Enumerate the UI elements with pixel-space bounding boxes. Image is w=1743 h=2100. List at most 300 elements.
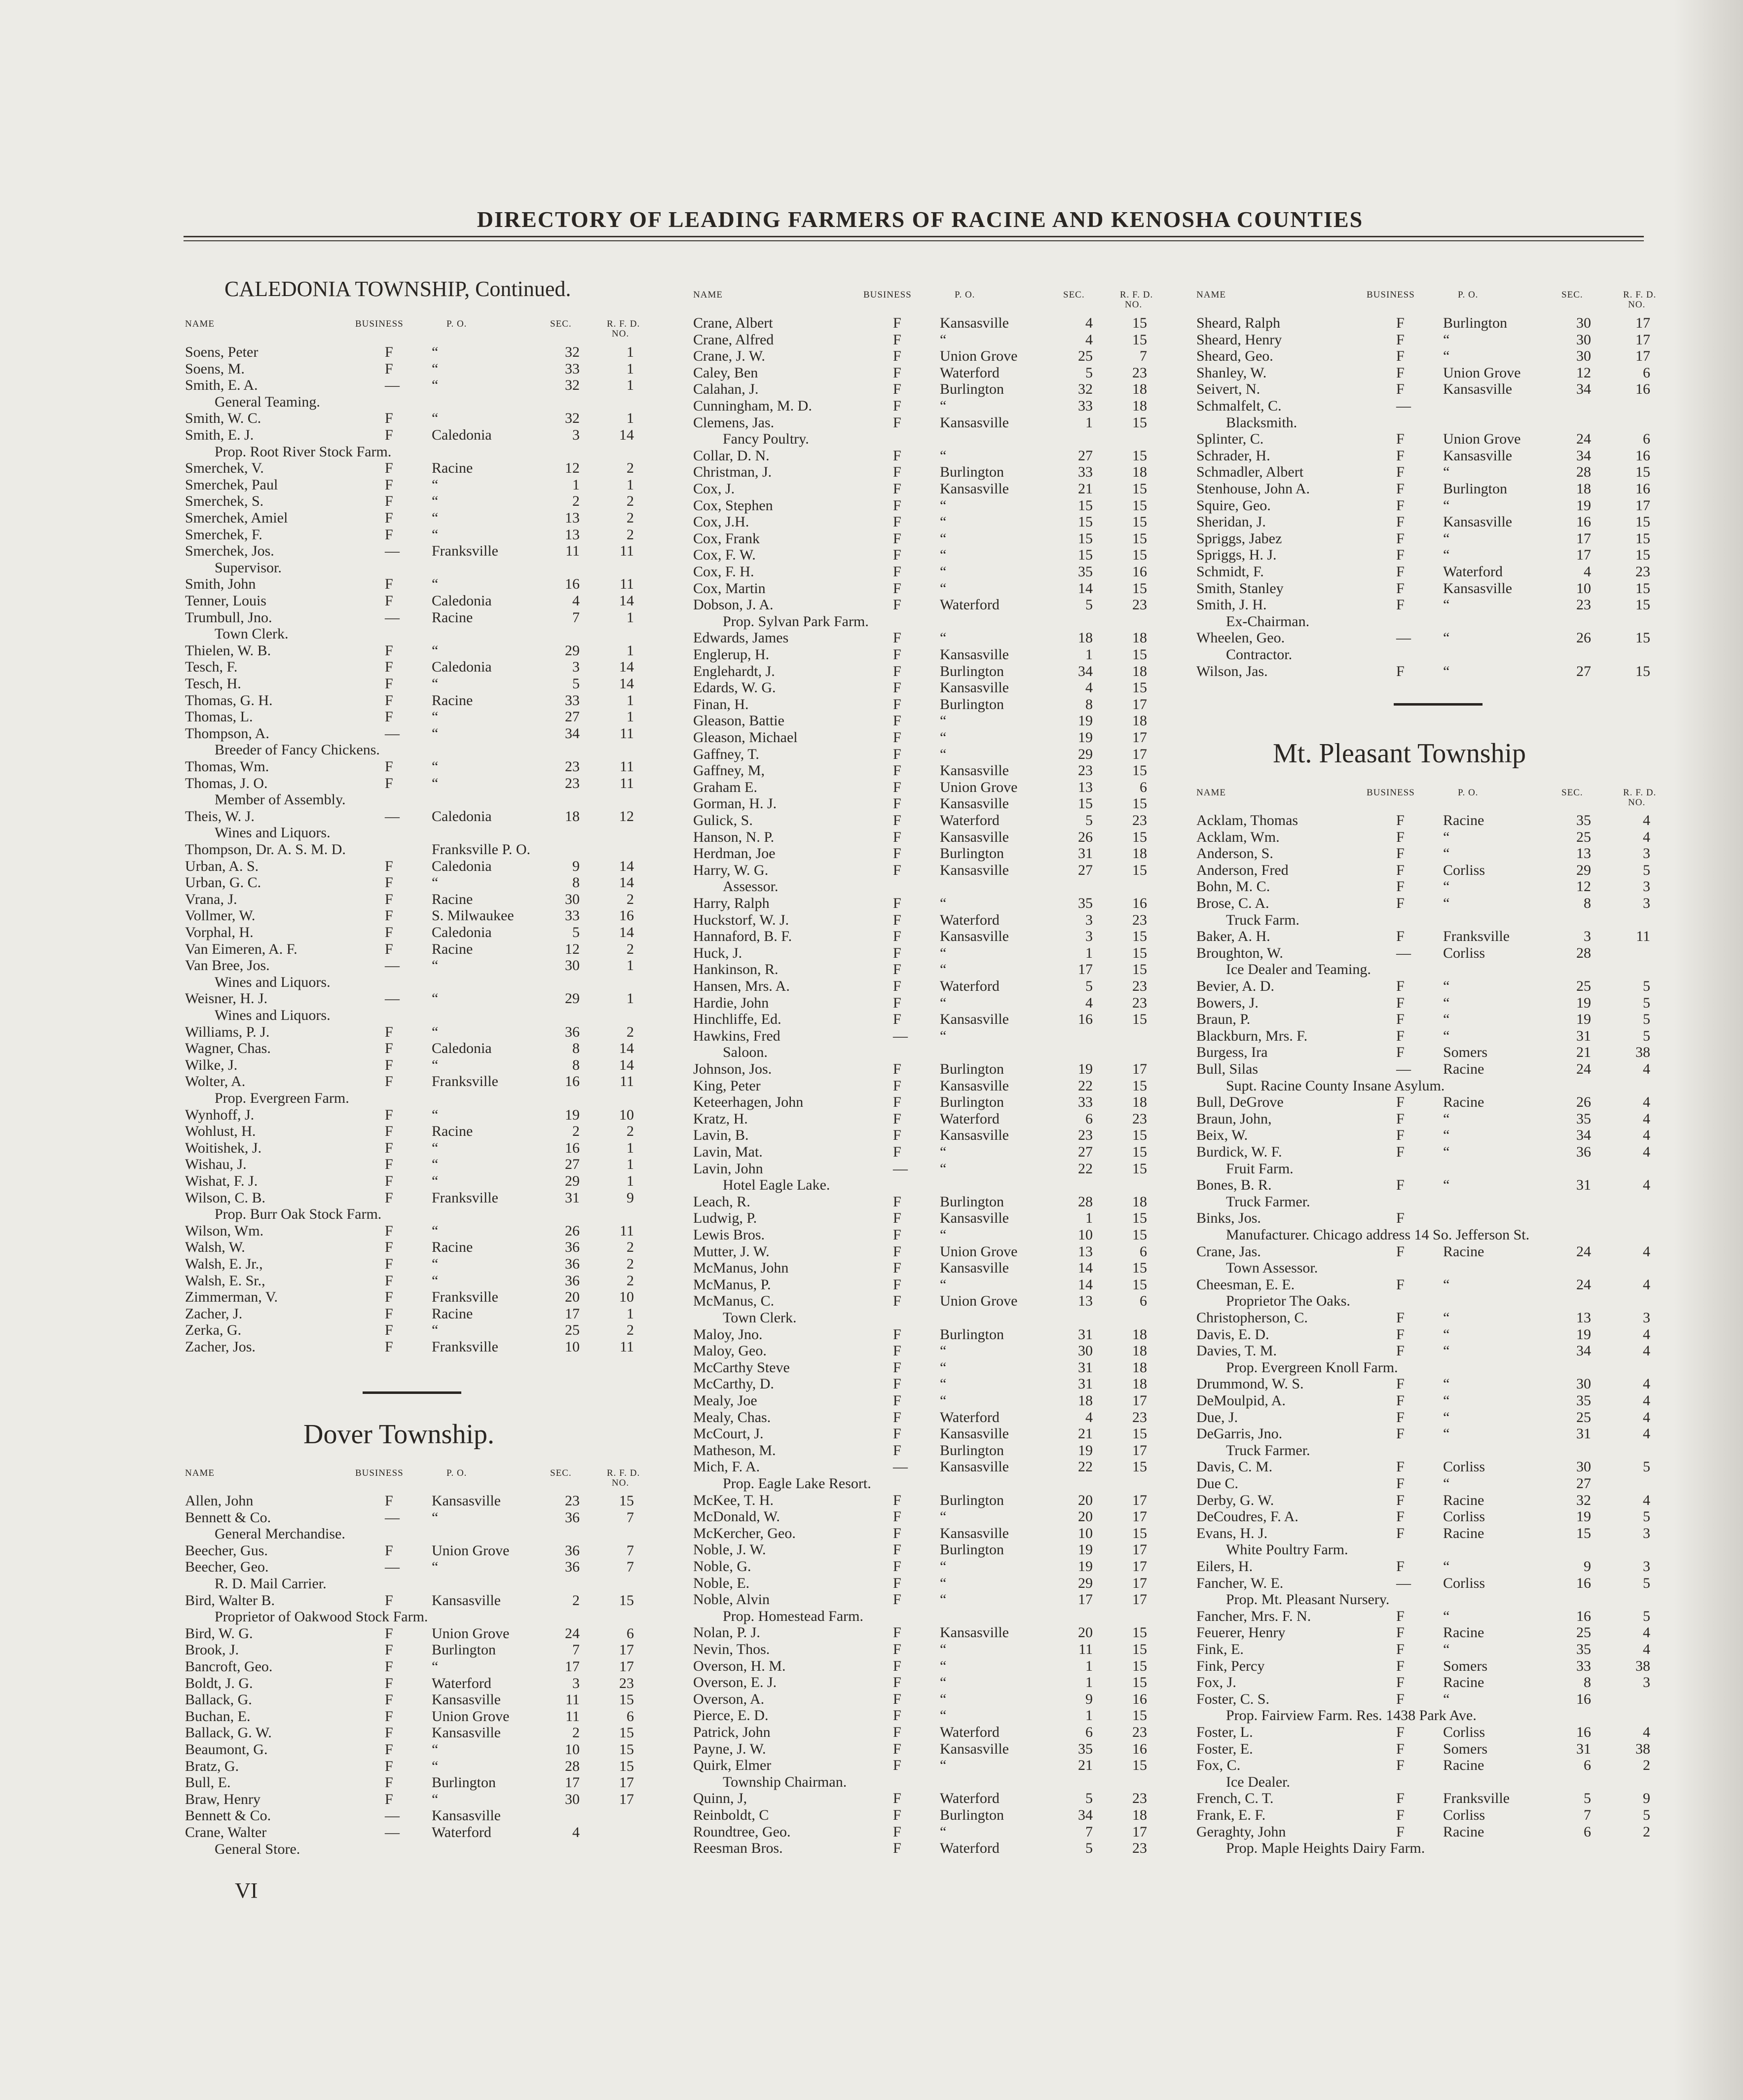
entry-business: F — [1396, 1508, 1405, 1525]
entry-rfd: 2 — [627, 1272, 634, 1289]
entry-name: Smith, John — [185, 576, 256, 593]
entry-section: 23 — [565, 775, 580, 791]
entry-rfd: 2 — [627, 460, 634, 477]
entry-rfd: 4 — [1643, 1641, 1650, 1657]
entry-name: Wilson, C. B. — [185, 1189, 265, 1206]
entry-name: Eilers, H. — [1196, 1558, 1253, 1575]
entry-section: 23 — [1078, 762, 1093, 779]
entry-rfd: 14 — [619, 675, 634, 692]
entry-post-office: Kansasville — [940, 828, 1009, 845]
entry-post-office: “ — [432, 1509, 439, 1526]
entry-post-office: “ — [432, 476, 439, 493]
entry-section: 5 — [1085, 1790, 1093, 1807]
entry-section: 32 — [565, 344, 580, 360]
directory-entry — [1196, 663, 1690, 680]
entry-rfd: 15 — [619, 1741, 634, 1758]
directory-entry — [693, 795, 1187, 812]
entry-section: 17 — [1576, 530, 1591, 547]
entry-rfd: 15 — [619, 1592, 634, 1609]
entry-business: F — [385, 1339, 393, 1355]
entry-section: 6 — [1584, 1757, 1591, 1774]
entry-note: Prop. Evergreen Knoll Farm. — [1226, 1359, 1398, 1376]
entry-rfd: 1 — [627, 476, 634, 493]
entry-name: Walsh, E. Jr., — [185, 1256, 263, 1272]
entry-post-office: Union Grove — [1443, 431, 1521, 448]
entry-post-office: “ — [940, 961, 947, 978]
entry-section: 13 — [1576, 1310, 1591, 1326]
entry-business: F — [385, 1073, 393, 1090]
entry-section: 22 — [1078, 1077, 1093, 1094]
entry-business: F — [893, 812, 901, 828]
entry-section: 9 — [1584, 1558, 1591, 1575]
entry-business: F — [893, 1807, 901, 1823]
directory-entry — [693, 332, 1187, 348]
entry-name: Thomas, Wm. — [185, 758, 269, 775]
entry-post-office: “ — [432, 576, 439, 593]
directory-entry — [185, 1592, 678, 1609]
entry-section: 34 — [1576, 447, 1591, 464]
entry-business: F — [893, 1260, 901, 1276]
entry-name: Beecher, Gus. — [185, 1542, 268, 1559]
entry-business: F — [1396, 1608, 1405, 1624]
entry-rfd: 15 — [1132, 1459, 1147, 1475]
entry-section: 28 — [565, 1758, 580, 1774]
entry-post-office: Burlington — [940, 1492, 1004, 1508]
entry-rfd: 15 — [1132, 928, 1147, 945]
directory-entry — [693, 1144, 1187, 1161]
entry-post-office: “ — [1443, 1310, 1450, 1326]
entry-post-office: Somers — [1443, 1740, 1487, 1757]
entry-rfd: 1 — [627, 377, 634, 394]
entry-post-office: Burlington — [1443, 315, 1508, 331]
entry-post-office: “ — [432, 377, 439, 394]
entry-section: 33 — [1078, 398, 1093, 414]
directory-entry — [185, 1824, 678, 1841]
entry-rfd: 23 — [619, 1675, 634, 1691]
directory-entry — [693, 1194, 1187, 1210]
entry-section: 15 — [1576, 1525, 1591, 1541]
entry-rfd: 14 — [619, 874, 634, 891]
entry-post-office: “ — [940, 398, 947, 414]
entry-post-office: Burlington — [940, 696, 1004, 712]
entry-rfd: 2 — [627, 510, 634, 526]
directory-entry — [1196, 1127, 1690, 1144]
entry-name: Cox, J. — [693, 481, 735, 497]
directory-entry — [1196, 878, 1690, 895]
entry-name: Williams, P. J. — [185, 1023, 270, 1040]
entry-post-office: Union Grove — [1443, 364, 1521, 381]
entry-post-office: Racine — [1443, 1757, 1484, 1774]
directory-entry — [693, 464, 1187, 481]
entry-business: F — [893, 1193, 901, 1210]
directory-entry — [185, 1223, 678, 1239]
directory-entry — [693, 1343, 1187, 1359]
directory-entry — [185, 1256, 678, 1273]
entry-business: F — [385, 1741, 393, 1758]
entry-name: Derby, G. W. — [1196, 1492, 1274, 1508]
entry-post-office: “ — [1443, 1343, 1450, 1359]
directory-entry — [693, 912, 1187, 929]
entry-rfd: 15 — [1132, 1144, 1147, 1160]
directory-entry — [1196, 1392, 1690, 1409]
entry-business: F — [385, 510, 393, 526]
directory-entry — [185, 427, 678, 444]
entry-business: F — [893, 481, 901, 497]
entry-rfd: 3 — [1643, 1558, 1650, 1575]
entry-section: 29 — [565, 1173, 580, 1189]
entry-name: Squire, Geo. — [1196, 497, 1271, 514]
entry-rfd: 15 — [1132, 1276, 1147, 1293]
entry-name: Cox, F. H. — [693, 563, 754, 580]
entry-business: F — [1396, 464, 1405, 481]
directory-entry — [1196, 1276, 1690, 1293]
entry-name: Urban, G. C. — [185, 874, 261, 891]
entry-rfd: 18 — [1132, 1807, 1147, 1823]
entry-business: F — [1396, 1807, 1405, 1823]
directory-entry — [693, 481, 1187, 497]
entry-rfd: 4 — [1643, 1061, 1650, 1077]
entry-post-office: “ — [940, 1591, 947, 1608]
directory-entry — [693, 1326, 1187, 1343]
directory-entry — [693, 812, 1187, 829]
entry-post-office: “ — [940, 530, 947, 547]
entry-note: Prop. Fairview Farm. Res. 1438 Park Ave. — [1226, 1707, 1477, 1724]
entry-section: 8 — [1085, 696, 1093, 712]
directory-entry — [1196, 1343, 1690, 1359]
entry-post-office: Franksville — [1443, 928, 1510, 945]
entry-business: F — [385, 1139, 393, 1156]
entry-note: Truck Farmer. — [1226, 1193, 1310, 1210]
entry-post-office: “ — [1443, 530, 1450, 547]
entry-section: 16 — [565, 1139, 580, 1156]
entry-name: Schmadler, Albert — [1196, 464, 1304, 481]
entry-post-office: “ — [432, 1106, 439, 1123]
entry-section: 14 — [1078, 1276, 1093, 1293]
directory-entry — [185, 1239, 678, 1256]
entry-name: Matheson, M. — [693, 1442, 776, 1459]
directory-entry — [693, 895, 1187, 912]
entry-rfd: 15 — [1132, 944, 1147, 961]
entry-business: — — [893, 1160, 908, 1177]
entry-post-office: Racine — [432, 609, 473, 626]
entry-rfd: 15 — [1132, 1227, 1147, 1243]
entry-name: Thomas, L. — [185, 709, 253, 725]
entry-rfd: 17 — [1132, 696, 1147, 712]
directory-entry — [1196, 1376, 1690, 1392]
entry-post-office: “ — [1443, 1276, 1450, 1293]
entry-business: F — [385, 360, 393, 377]
entry-post-office: Kansasville — [432, 1691, 501, 1708]
directory-entry — [693, 961, 1187, 978]
entry-name: Hinchliffe, Ed. — [693, 1011, 781, 1028]
entry-rfd: 23 — [1132, 1724, 1147, 1740]
entry-name: McKee, T. H. — [693, 1492, 774, 1508]
entry-business: F — [893, 762, 901, 779]
entry-name: Bowers, J. — [1196, 994, 1259, 1011]
directory-entry — [1196, 563, 1690, 580]
entry-rfd: 5 — [1643, 1608, 1650, 1624]
entry-name: Bull, DeGrove — [1196, 1094, 1284, 1111]
entry-name: Buchan, E. — [185, 1708, 251, 1725]
entry-name: McCarthy Steve — [693, 1359, 790, 1376]
entry-business: F — [1396, 580, 1405, 597]
entry-name: Burgess, Ira — [1196, 1044, 1268, 1061]
entry-rfd: 18 — [1132, 712, 1147, 729]
directory-entry — [693, 696, 1187, 713]
entry-rfd: 15 — [1635, 630, 1650, 646]
entry-name: Bones, B. R. — [1196, 1177, 1272, 1194]
entry-business: F — [1396, 597, 1405, 613]
entry-name: DeGarris, Jno. — [1196, 1425, 1283, 1442]
entry-business: F — [1396, 563, 1405, 580]
entry-name: Drummond, W. S. — [1196, 1376, 1304, 1392]
entry-name: Wynhoff, J. — [185, 1106, 255, 1123]
entry-section: 20 — [1078, 1492, 1093, 1508]
entry-post-office: “ — [432, 775, 439, 791]
entry-business: F — [385, 576, 393, 593]
entry-business: F — [385, 874, 393, 891]
directory-entry — [1196, 1011, 1690, 1028]
entry-name: Caley, Ben — [693, 364, 758, 381]
entry-rfd: 17 — [1132, 746, 1147, 762]
directory-entry — [185, 891, 678, 908]
directory-entry — [693, 497, 1187, 514]
entry-name: Baker, A. H. — [1196, 928, 1270, 945]
entry-name: Hanson, N. P. — [693, 828, 775, 845]
column-header-rfd: R. F. D. — [1120, 290, 1153, 300]
entry-post-office: Racine — [432, 1123, 473, 1140]
entry-name: Tesch, H. — [185, 675, 241, 692]
entry-business: F — [1396, 1243, 1405, 1260]
entry-business: F — [385, 593, 393, 609]
directory-entry — [185, 344, 678, 361]
entry-business: F — [1396, 828, 1405, 845]
directory-entry — [185, 1107, 678, 1124]
directory-entry — [185, 1190, 678, 1206]
entry-name: Gaffney, T. — [693, 746, 759, 762]
directory-entry — [185, 526, 678, 543]
entry-rfd: 18 — [1132, 1326, 1147, 1343]
entry-name: Calahan, J. — [693, 381, 759, 398]
entry-name: Johnson, Jos. — [693, 1061, 772, 1077]
entry-business: — — [385, 957, 400, 974]
entry-rfd: 23 — [1132, 364, 1147, 381]
entry-business: F — [893, 1442, 901, 1459]
entry-business: F — [385, 1642, 393, 1658]
entry-business: F — [385, 1625, 393, 1642]
directory-entry — [693, 995, 1187, 1012]
entry-post-office: Somers — [1443, 1044, 1487, 1061]
entry-name: Ludwig, P. — [693, 1210, 757, 1227]
entry-rfd: 15 — [1635, 580, 1650, 597]
entry-name: Zacher, J. — [185, 1305, 243, 1322]
entry-business: F — [385, 1106, 393, 1123]
directory-entry — [185, 1057, 678, 1074]
entry-note: Blacksmith. — [1226, 414, 1298, 431]
entry-business: F — [385, 1791, 393, 1807]
entry-section: 5 — [1584, 1790, 1591, 1807]
entry-post-office: “ — [940, 1641, 947, 1657]
entry-rfd: 6 — [627, 1708, 634, 1725]
entry-post-office: Franksville P. O. — [432, 841, 531, 858]
entry-note: Prop. Sylvan Park Farm. — [723, 613, 869, 630]
entry-name: Braun, John, — [1196, 1110, 1272, 1127]
directory-entry — [185, 1642, 678, 1658]
entry-rfd: 17 — [1635, 331, 1650, 348]
entry-name: Thompson, Dr. A. S. M. D. — [185, 841, 346, 858]
column-header-sec: SEC. — [1561, 290, 1583, 300]
entry-post-office: Kansasville — [940, 1624, 1009, 1641]
entry-business: F — [385, 1542, 393, 1559]
entry-post-office: Corliss — [1443, 1459, 1485, 1475]
entry-section: 1 — [1085, 1657, 1093, 1674]
entry-rfd: 9 — [627, 1189, 634, 1206]
entry-post-office: Franksville — [432, 1289, 498, 1306]
entry-business: F — [893, 1409, 901, 1425]
column-header-po: P. O. — [1458, 788, 1479, 798]
directory-entry — [1196, 448, 1690, 464]
entry-name: Nolan, P. J. — [693, 1624, 760, 1641]
entry-section: 33 — [1078, 1094, 1093, 1111]
entry-business: F — [893, 630, 901, 646]
entry-name: Gorman, H. J. — [693, 795, 777, 812]
entry-section: 35 — [1078, 1740, 1093, 1757]
entry-section: 25 — [1078, 348, 1093, 365]
entry-business: F — [893, 1227, 901, 1243]
entry-name: Sheard, Ralph — [1196, 315, 1280, 331]
entry-post-office: “ — [1443, 978, 1450, 994]
entry-section: 28 — [1576, 464, 1591, 481]
directory-entry — [1196, 1326, 1690, 1343]
column-header-rfd: R. F. D. — [607, 1468, 640, 1478]
entry-business: F — [385, 1322, 393, 1339]
entry-business: F — [893, 1657, 901, 1674]
entry-section: 35 — [1576, 1641, 1591, 1657]
entry-post-office: Franksville — [432, 1073, 498, 1090]
entry-rfd: 15 — [1132, 530, 1147, 547]
entry-business: F — [893, 961, 901, 978]
entry-rfd: 38 — [1635, 1044, 1650, 1061]
entry-section: 3 — [572, 1675, 580, 1691]
entry-rfd: 1 — [627, 957, 634, 974]
entry-name: Graham E. — [693, 779, 757, 795]
entry-rfd: 18 — [1132, 1094, 1147, 1111]
entry-post-office: “ — [940, 1160, 947, 1177]
entry-business: F — [893, 944, 901, 961]
entry-post-office: Kansasville — [940, 1011, 1009, 1028]
entry-section: 29 — [565, 642, 580, 659]
directory-entry — [1196, 1475, 1690, 1492]
entry-section: 13 — [1078, 1243, 1093, 1260]
directory-entry — [693, 829, 1187, 846]
entry-rfd: 15 — [619, 1493, 634, 1509]
directory-entry — [693, 1741, 1187, 1758]
entry-business: F — [385, 940, 393, 957]
entry-business: F — [385, 858, 393, 874]
entry-post-office: Kansasville — [940, 762, 1009, 779]
entry-business: F — [385, 891, 393, 907]
entry-name: Anderson, S. — [1196, 845, 1273, 862]
entry-section: 21 — [1078, 1425, 1093, 1442]
entry-section: 16 — [1576, 1575, 1591, 1591]
entry-rfd: 18 — [1132, 1343, 1147, 1359]
entry-post-office: “ — [432, 410, 439, 427]
entry-post-office: Burlington — [432, 1774, 496, 1791]
entry-post-office: Kansasville — [940, 928, 1009, 945]
entry-business: — — [385, 543, 400, 560]
entry-rfd: 1 — [627, 692, 634, 709]
entry-business: F — [893, 1127, 901, 1144]
entry-section: 26 — [1576, 630, 1591, 646]
directory-entry — [1196, 1790, 1690, 1807]
entry-business: F — [385, 1774, 393, 1791]
directory-entry — [1196, 1508, 1690, 1525]
entry-section: 9 — [1085, 1690, 1093, 1707]
entry-section: 30 — [1576, 1376, 1591, 1392]
entry-post-office: “ — [432, 642, 439, 659]
column-header-sec: SEC. — [1561, 788, 1583, 798]
entry-business: F — [385, 924, 393, 940]
entry-rfd: 15 — [1132, 331, 1147, 348]
column-header-po: P. O. — [446, 319, 467, 329]
entry-rfd: 6 — [1643, 431, 1650, 448]
entry-rfd: 11 — [620, 725, 634, 742]
directory-entry — [693, 1392, 1187, 1409]
entry-rfd: 16 — [1132, 1740, 1147, 1757]
entry-note: Contractor. — [1226, 646, 1293, 663]
directory-entry — [693, 679, 1187, 696]
entry-business: F — [1396, 348, 1405, 365]
directory-entry — [185, 1774, 678, 1791]
entry-post-office: “ — [432, 874, 439, 891]
directory-entry — [693, 1757, 1187, 1774]
entry-rfd: 23 — [1132, 978, 1147, 994]
entry-section: 30 — [565, 957, 580, 974]
entry-business: F — [893, 447, 901, 464]
entry-rfd: 15 — [1132, 795, 1147, 812]
entry-rfd: 15 — [1132, 1624, 1147, 1641]
entry-rfd: 1 — [627, 1139, 634, 1156]
column-header-sec: SEC. — [1063, 290, 1085, 300]
directory-entry — [1196, 1061, 1690, 1078]
column-header-sec: SEC. — [550, 319, 572, 329]
entry-name: McCourt, J. — [693, 1425, 764, 1442]
entry-section: 27 — [1078, 1144, 1093, 1160]
column-header-name: NAME — [693, 290, 723, 300]
entry-section: 19 — [565, 1106, 580, 1123]
entry-business: F — [385, 344, 393, 360]
directory-entry — [185, 775, 678, 792]
directory-entry — [693, 1824, 1187, 1840]
entry-name: Smith, Stanley — [1196, 580, 1284, 597]
entry-name: Wilson, Jas. — [1196, 663, 1268, 679]
entry-note: Ice Dealer and Teaming. — [1226, 961, 1371, 978]
entry-post-office: Kansasville — [432, 1493, 501, 1509]
entry-business: F — [1396, 1475, 1405, 1492]
entry-section: 6 — [1584, 1823, 1591, 1840]
entry-name: Keteerhagen, John — [693, 1094, 804, 1111]
directory-entry — [1196, 1243, 1690, 1260]
entry-section: 31 — [1078, 1376, 1093, 1392]
entry-rfd: 10 — [619, 1289, 634, 1306]
directory-entry — [185, 858, 678, 875]
directory-entry — [693, 1840, 1187, 1857]
directory-entry — [185, 659, 678, 675]
entry-section: 19 — [1078, 1541, 1093, 1558]
directory-entry — [185, 1322, 678, 1339]
entry-name: Bennett & Co. — [185, 1509, 271, 1526]
entry-name: Zimmerman, V. — [185, 1289, 278, 1306]
